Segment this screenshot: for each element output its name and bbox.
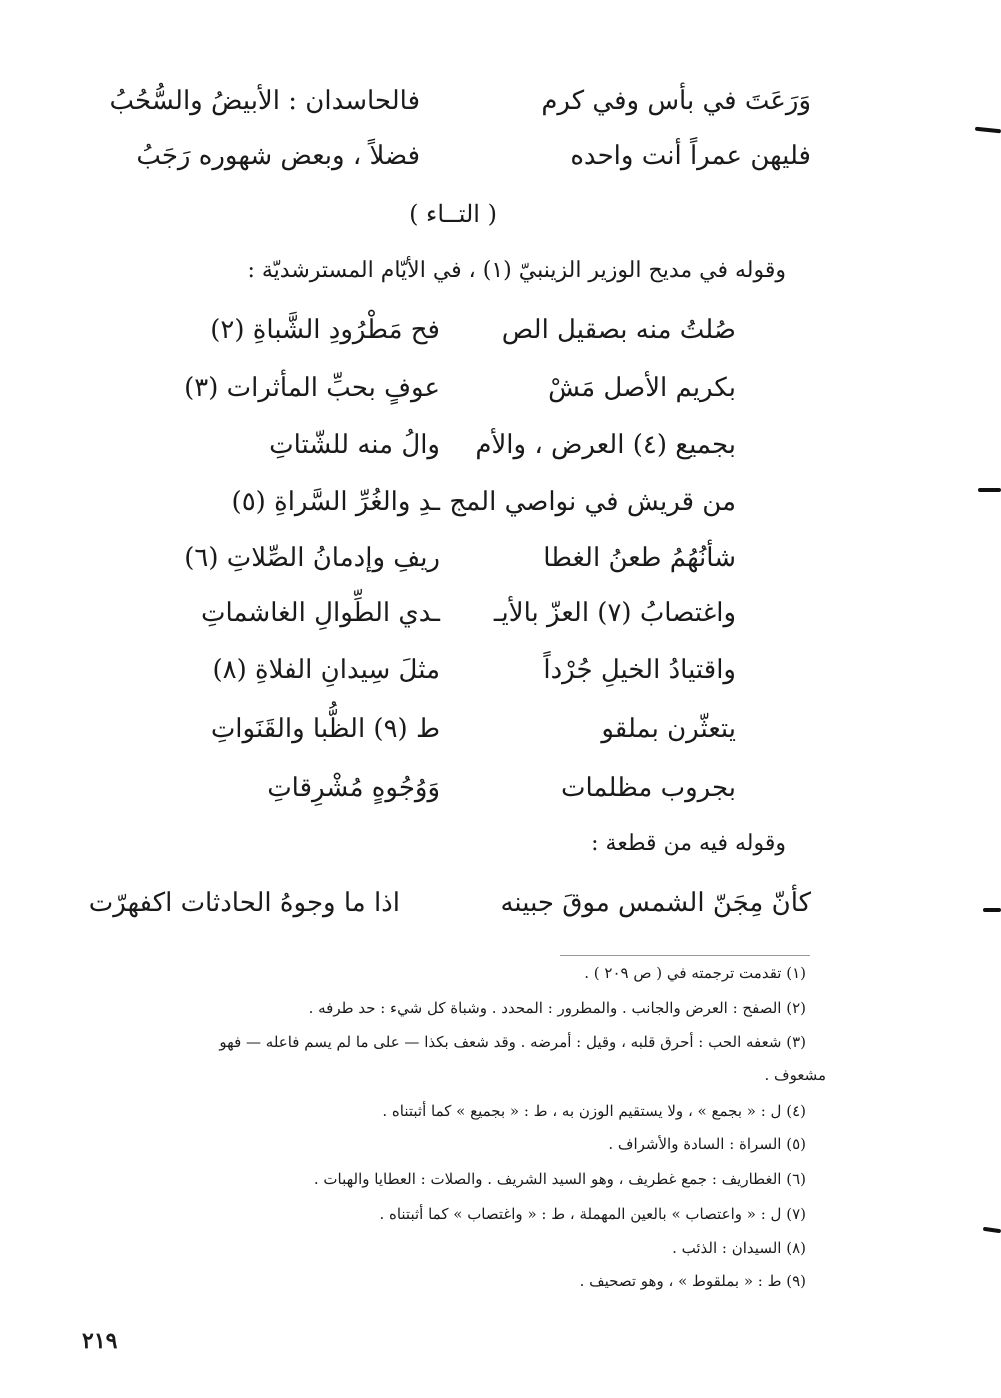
verse-hemistich-first: بجروب مظلمات	[561, 773, 736, 803]
verse-hemistich-first: كأنّ مِجَنّ الشمس موقَ جبينه	[500, 888, 811, 918]
footnote-divider	[560, 955, 810, 956]
verse-hemistich-first: صُلتُ منه بصقيل الص	[501, 315, 736, 345]
verse-hemistich-first: واغتصابُ (٧) العزّ بالأيـ	[493, 598, 736, 628]
verse-hemistich-second: والُ منه للشّتاتِ	[269, 430, 440, 460]
verse-hemistich-second: عوفٍ بحبِّ المأثرات (٣)	[184, 373, 440, 403]
intro-line: وقوله فيه من قطعة :	[591, 831, 786, 856]
verse-hemistich-second: وَوُجُوهٍ مُشْرِقاتِ	[267, 773, 440, 803]
verse-hemistich-second: ـدي الطِّوالِ الغاشماتِ	[201, 598, 440, 628]
verse-hemistich-first: وَرَعَتَ في بأس وفي كرم	[541, 86, 811, 116]
verse-hemistich-first: من قريش في نواصي المج	[449, 487, 736, 517]
verse-hemistich-first: فليهن عمراً أنت واحده	[570, 141, 811, 171]
footnote: (٣) شعفه الحب : أحرق قلبه ، وقيل : أمرضه . وقد شعف بكذا — على ما لم يسم فاعله — فهو	[219, 1033, 806, 1051]
footnote: (٩) ط : « بملقوط » ، وهو تصحيف .	[579, 1272, 806, 1290]
verse-hemistich-second: ريفِ وإدمانُ الصِّلاتِ (٦)	[184, 543, 440, 573]
verse-hemistich-first: بجميع (٤) العرض ، والأم	[475, 430, 736, 460]
footnote: (٧) ل : « واعتصاب » بالعين المهملة ، ط : « واغتصاب » كما أثبتناه .	[379, 1205, 806, 1223]
scan-edge-mark	[983, 908, 1001, 912]
page-number: ٢١٩	[82, 1328, 118, 1354]
footnote: (٥) السراة : السادة والأشراف .	[608, 1135, 806, 1153]
section-title: ( التــاء )	[409, 200, 497, 228]
footnote: (٤) ل : « بجمع » ، ولا يستقيم الوزن به ، ط : « بجميع » كما أثبتناه .	[382, 1102, 806, 1120]
verse-hemistich-first: شأنُهُمُ طعنُ الغطا	[543, 543, 736, 573]
scan-edge-mark	[983, 1227, 1001, 1233]
verse-hemistich-first: واقتيادُ الخيلِ جُرْداً	[543, 655, 736, 685]
footnote: (١) تقدمت ترجمته في ( ص ٢٠٩ ) .	[584, 964, 806, 982]
footnote-continuation: مشعوف .	[764, 1066, 826, 1084]
footnote: (٨) السيدان : الذئب .	[672, 1239, 806, 1257]
verse-hemistich-second: مثلَ سِيدانِ الفلاةِ (٨)	[212, 655, 440, 685]
footnote: (٦) الغطاريف : جمع غطريف ، وهو السيد الشريف . والصلات : العطايا والهبات .	[313, 1170, 806, 1188]
intro-line: وقوله في مديح الوزير الزينبيّ (١) ، في الأيّام المسترشديّة :	[247, 258, 786, 283]
verse-hemistich-second: فح مَطْرُودِ الشَّباةِ (٢)	[210, 315, 440, 345]
verse-hemistich-first: يتعثّرن بملقو	[601, 714, 736, 744]
verse-hemistich-second: اذا ما وجوهُ الحادثات اكفهرّت	[88, 888, 400, 918]
scan-edge-mark	[975, 127, 1001, 134]
verse-hemistich-second: فالحاسدان : الأبيضُ والسُّحُبُ	[109, 86, 420, 116]
scan-edge-mark	[978, 488, 1001, 492]
verse-hemistich-second: ط (٩) الظُّبا والقَنَواتِ	[210, 714, 440, 744]
verse-hemistich-second: فضلاً ، وبعض شهوره رَجَبُ	[136, 141, 420, 171]
verse-hemistich-second: ـدِ والغُرِّ السَّراةِ (٥)	[231, 487, 440, 517]
footnote: (٢) الصفح : العرض والجانب . والمطرور : المحدد . وشباة كل شيء : حد طرفه .	[308, 999, 806, 1017]
verse-hemistich-first: بكريم الأصل مَشْ	[548, 373, 736, 403]
